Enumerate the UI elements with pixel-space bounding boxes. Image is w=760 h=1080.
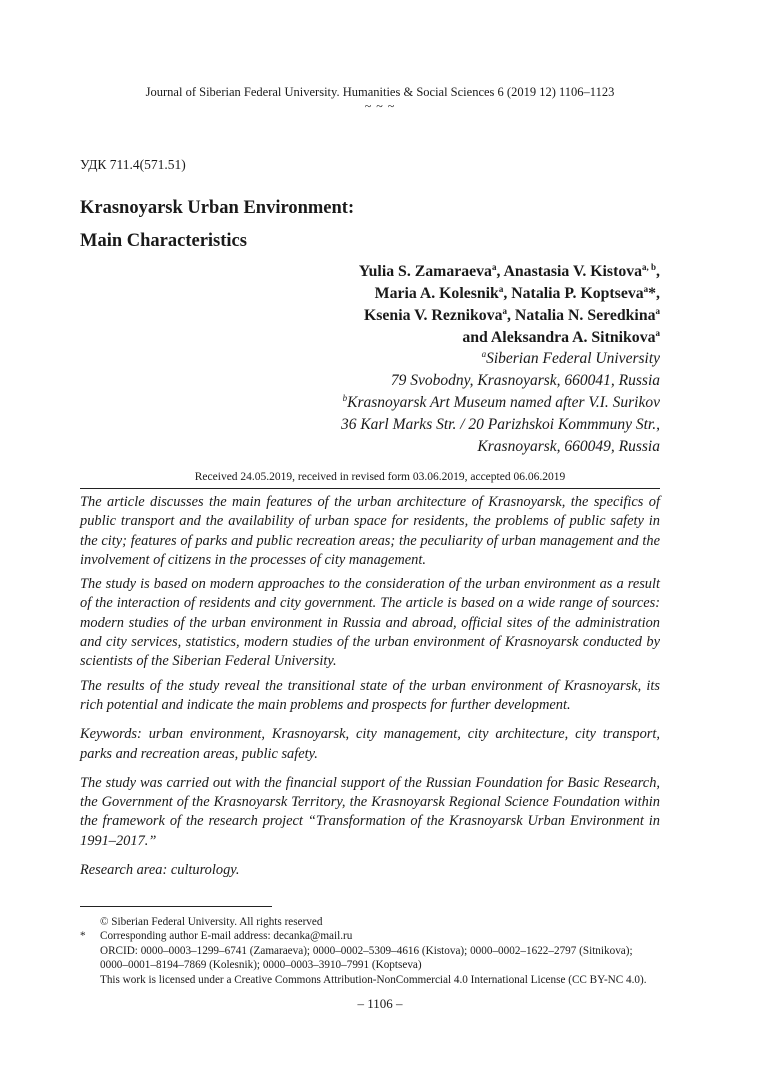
author-affiliation-mark: a, b (642, 262, 657, 272)
affiliation-b-line-1: $^b$Krasnoyarsk Art Museum named after V.I. Surikov (342, 393, 660, 411)
author-name: Natalia N. Seredkina (514, 307, 656, 324)
author-separator: *, (648, 285, 660, 302)
author-affiliation-mark: a (491, 262, 497, 272)
corresponding-email: Corresponding author E-mail address: decanka@mail.ru (100, 930, 353, 943)
author-line-3 (359, 305, 660, 327)
footnote-divider (80, 906, 272, 907)
author-separator: , (656, 263, 660, 280)
abstract-paragraph-3: The results of the study reveal the transitional state of the urban environment of Krasnoyarsk, its rich potential and indicate the main problems and prospects for further development. (80, 677, 660, 713)
funding-note: The study was carried out with the financial support of the Russian Foundation for Basic Research, the Government of the Krasnoyarsk Territory, the Krasnoyarsk Regional Science Foundation within the framework of the research project “Transformation of the Krasnoyarsk Urban Environment in 1991–2017.” (80, 774, 660, 849)
author-line-2 (359, 283, 660, 305)
author-affiliation-mark: a (498, 284, 504, 294)
orcid-line-2: 0000–0001–8194–7869 (Kolesnik); 0000–0003–3910–7991 (Koptseva) (100, 959, 422, 972)
journal-header: Journal of Siberian Federal University. Humanities & Social Sciences 6 (2019 12) 1106–1123 (145, 85, 615, 99)
header-ornament: ~ ~ ~ (364, 99, 396, 113)
abstract-divider (80, 488, 660, 489)
abstract-paragraph-1: The article discusses the main features of the urban architecture of Krasnoyarsk, the specifics of public transport and the availability of urban space for residents, the problems of public safety in the city; features of parks and public recreation areas; the peculiarity of urban management and the involvement of citizens in the processes of city management. (80, 494, 660, 568)
keywords: Keywords: urban environment, Krasnoyarsk, city management, city architecture, city transport, parks and recreation areas, public safety. (80, 726, 660, 762)
affiliation-b-line-2: 36 Karl Marks Str. / 20 Parizhskoi Kommmuny Str., (340, 416, 660, 433)
author-name: Natalia P. Koptseva (511, 285, 644, 302)
title-line-2: Main Characteristics (80, 231, 247, 251)
affiliation-a-line-2: 79 Svobodny, Krasnoyarsk, 660041, Russia (390, 372, 660, 389)
abstract (80, 493, 660, 885)
author-separator: , (503, 285, 512, 302)
footnote-asterisk: * (80, 930, 86, 943)
author-name: Anastasia V. Kistova (503, 263, 643, 280)
author-affiliation-mark: a (655, 306, 660, 316)
copyright-notice: © Siberian Federal University. All rights reserved (100, 916, 323, 928)
author-separator: , (496, 263, 504, 280)
orcid-line-1: ORCID: 0000–0003–1299–6741 (Zamaraeva); 0000–0002–5309–4616 (Kistova); 0000–0002–1622–2797 (Sitnikova); (100, 944, 633, 957)
author-name: Aleksandra A. Sitnikova (490, 329, 656, 346)
affiliations (341, 348, 660, 458)
corresponding-author (80, 929, 670, 943)
title-line-1: Krasnoyarsk Urban Environment: (80, 198, 355, 218)
author-separator: , (507, 307, 515, 324)
page-number: – 1106 – (357, 996, 403, 1011)
author-list (359, 261, 660, 349)
author-affiliation-mark: a (655, 328, 660, 338)
author-name: Maria A. Kolesnik (374, 285, 499, 302)
author-name: Yulia S. Zamaraeva (358, 263, 492, 280)
research-area: Research area: culturology. (80, 862, 240, 879)
article-title (80, 192, 354, 258)
author-affiliation-mark: a (502, 306, 508, 316)
author-line-4 (359, 327, 660, 349)
footnotes (80, 915, 670, 987)
abstract-paragraph-2: The study is based on modern approaches to the consideration of the urban environment as a result of the interaction of residents and city government. The article is based on a wide range of sources: modern studies of the urban environment in Russia and abroad, official sites of the administration and city services, statistics, modern studies of the urban environment of Krasnoyarsk conducted by scientists of the Siberian Federal University. (80, 576, 660, 670)
affiliation-b-line-3: Krasnoyarsk, 660049, Russia (477, 438, 660, 455)
author-name: Ksenia V. Reznikova (363, 307, 503, 324)
author-prefix: and (462, 329, 491, 346)
udk-code: УДК 711.4(571.51) (80, 157, 186, 172)
received-dates: Received 24.05.2019, received in revised form 03.06.2019, accepted 06.06.2019 (194, 471, 566, 483)
author-affiliation-mark: a (643, 284, 649, 294)
license-notice: This work is licensed under a Creative Commons Attribution-NonCommercial 4.0 International License (CC BY-NC 4.0). (100, 973, 647, 986)
affiliation-mark: a (481, 349, 487, 359)
affiliation-mark: b (342, 393, 348, 403)
author-line-1 (359, 261, 660, 283)
affiliation-a-line-1: $^a$Siberian Federal University (481, 349, 660, 367)
